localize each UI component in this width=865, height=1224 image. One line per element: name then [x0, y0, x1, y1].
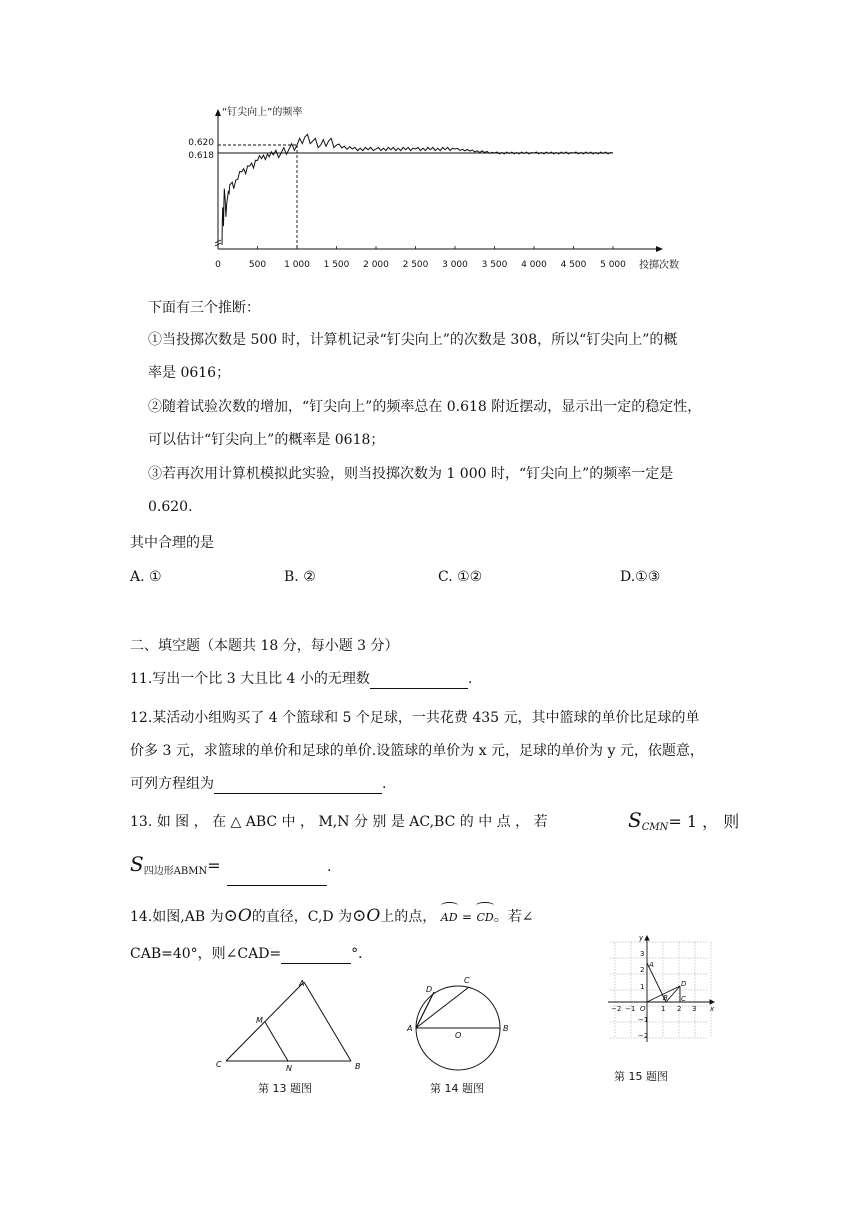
q14-text-a: 14.如图,AB 为 — [130, 909, 224, 925]
q13-s-subscript: CMN — [641, 822, 669, 833]
figure-14-circle — [402, 972, 522, 1082]
inference-3-line-2: 0.620. — [148, 499, 193, 515]
q14-eq: = — [461, 910, 473, 924]
q13-s2-subscript: 四边形ABMN — [143, 866, 208, 877]
inference-3-line-1: ③若再次用计算机模拟此实验，则当投掷次数为 1 000 时，“钉尖向上”的频率一定是 — [148, 466, 674, 482]
question-12-line-1: 12.某活动小组购买了 4 个篮球和 5 个足球，一共花费 435 元，其中篮球的单价比足球的单 — [130, 710, 700, 726]
q14-line-2-text: CAB=40°，则∠CAD= — [130, 946, 282, 962]
figure-15-grid — [600, 930, 720, 1050]
question-11-text: 11.写出一个比 3 大且比 4 小的无理数 — [130, 671, 370, 687]
figure-15-caption: 第 15 题图 — [614, 1070, 668, 1083]
arc-mark — [476, 902, 493, 909]
label-a: A — [407, 1024, 413, 1033]
arc-cd-label: CD — [476, 911, 494, 924]
figure-13-caption: 第 13 题图 — [258, 1082, 312, 1095]
q13-area-cmn — [628, 806, 739, 842]
q13-eq-text: = 1 ， 则 — [668, 812, 740, 831]
answer-blank-12 — [214, 777, 382, 794]
y-axis-arrow — [645, 936, 649, 940]
y-tick-1: 1 — [640, 983, 645, 991]
question-11 — [130, 669, 472, 689]
answer-blank-13 — [227, 867, 327, 886]
question-14-line-1 — [130, 904, 533, 929]
answer-blank-11 — [370, 672, 468, 689]
question-12-period: . — [382, 776, 387, 792]
x-tick-1: 1 — [661, 1005, 666, 1013]
question-13-text: 13. 如 图 ， 在 △ ABC 中 ， M,N 分 别 是 AC,BC 的 中 点 ， 若 — [130, 814, 548, 830]
x-tick-label: 0 — [215, 260, 221, 270]
label-n: N — [286, 1064, 292, 1073]
x-axis-arrow — [656, 246, 663, 252]
q14-arc-ad — [441, 904, 458, 929]
question-13-line-2 — [130, 850, 331, 886]
label-o: O — [455, 1031, 462, 1040]
segment-mn — [265, 1022, 288, 1061]
q13-s-symbol: S — [628, 808, 642, 832]
inference-1-line-1: ①当投掷次数是 500 时，计算机记录“钉尖向上”的次数是 308，所以“钉尖向上”的概 — [148, 332, 678, 348]
answer-blank-14 — [281, 947, 351, 964]
label-x: x — [710, 1005, 715, 1013]
question-12-line-2: 价多 3 元，求篮球的单价和足球的单价.设篮球的单价为 x 元，足球的单价为 y 元，依题意， — [130, 743, 704, 759]
chord-ac — [416, 987, 469, 1028]
label-d: D — [681, 980, 687, 988]
x-tick-3: 3 — [692, 1005, 697, 1013]
y-axis-label: “钉尖向上”的频率 — [222, 107, 303, 118]
x-tick-label: 500 — [248, 260, 267, 270]
option-c: C. ①② — [438, 569, 483, 585]
q13-eq2-text: = — [207, 856, 221, 875]
x-tick-label: 5 000 — [600, 260, 626, 270]
x-tick-m2: −2 — [611, 1005, 622, 1013]
x-tick-m1: −1 — [625, 1005, 636, 1013]
inference-2-line-1: ②随着试验次数的增加，“钉尖向上”的频率总在 0.618 附近摆动，显示出一定的稳定性， — [148, 399, 702, 415]
inference-2-line-2: 可以估计“钉尖向上”的概率是 0618； — [148, 432, 385, 448]
label-b: B — [355, 1062, 361, 1071]
option-d: D.①③ — [620, 569, 661, 585]
x-tick-label: 3 000 — [442, 260, 468, 270]
question-12-text: 可列方程组为 — [130, 776, 214, 792]
question-11-period: . — [467, 671, 473, 687]
q14-text-d: 。若∠ — [493, 909, 534, 925]
label-c: C — [464, 976, 470, 985]
question-14-line-2 — [130, 944, 372, 964]
q13-s2-symbol: S — [130, 852, 144, 876]
label-o: O — [640, 1005, 646, 1013]
y-tick-label: 0.620 — [188, 138, 214, 148]
x-tick-label: 3 500 — [481, 260, 508, 270]
chord-cd-ref — [416, 992, 434, 1028]
label-b: B — [503, 1024, 509, 1033]
section-2-heading: 二、填空题（本题共 18 分，每小题 3 分） — [130, 638, 399, 654]
label-y: y — [639, 934, 644, 942]
intro-text: 下面有三个推断： — [148, 300, 260, 316]
y-tick-m1: −1 — [638, 1016, 649, 1024]
y-tick-2: 2 — [640, 966, 645, 974]
label-a: A — [649, 961, 654, 969]
frequency-series-line — [222, 134, 613, 245]
question-12-line-3 — [130, 774, 386, 794]
label-c: C — [681, 995, 686, 1003]
x-tick-label: 1 500 — [323, 260, 350, 270]
label-b: B — [663, 994, 668, 1002]
q14-text-c: 上的点， — [380, 909, 437, 925]
figure-13-triangle — [208, 975, 368, 1075]
q14-circle-o-2: ⊙O — [352, 906, 381, 926]
x-tick-label: 2 500 — [402, 260, 429, 270]
q14-circle-o-1: ⊙O — [223, 906, 252, 926]
label-a: A — [299, 979, 305, 988]
side-ab — [304, 982, 351, 1061]
label-m: M — [256, 1016, 263, 1025]
q14-arc-cd — [476, 904, 493, 929]
option-a: A. ① — [130, 569, 162, 585]
frequency-chart — [150, 105, 710, 280]
y-tick-3: 3 — [640, 950, 645, 958]
question-prompt: 其中合理的是 — [130, 535, 214, 551]
x-tick-label: 1 000 — [284, 260, 310, 270]
x-axis-label: 投掷次数 — [639, 260, 679, 271]
figure-14-caption: 第 14 题图 — [430, 1082, 484, 1095]
x-tick-label: 2 000 — [363, 260, 389, 270]
segment-bd — [666, 986, 680, 1002]
side-ca — [226, 982, 304, 1061]
inference-1-line-2: 率是 0616； — [148, 365, 231, 381]
y-axis-arrow — [215, 109, 221, 116]
y-tick-label: 0.618 — [188, 151, 214, 161]
arc-ad-label: AD — [440, 911, 458, 924]
y-tick-m2: −2 — [638, 1032, 649, 1040]
question-13-period: . — [327, 859, 332, 875]
q14-degree: °． — [351, 946, 373, 962]
question-13-line-1 — [130, 812, 548, 832]
option-b: B. ② — [284, 569, 316, 585]
x-tick-label: 4 500 — [560, 260, 587, 270]
q14-text-b: 的直径，C,D 为 — [251, 909, 353, 925]
x-tick-2: 2 — [677, 1005, 682, 1013]
label-c: C — [216, 1060, 222, 1069]
x-axis-arrow — [710, 1000, 714, 1004]
x-tick-label: 4 000 — [521, 260, 547, 270]
label-d: D — [426, 985, 433, 994]
arc-mark — [441, 902, 458, 909]
